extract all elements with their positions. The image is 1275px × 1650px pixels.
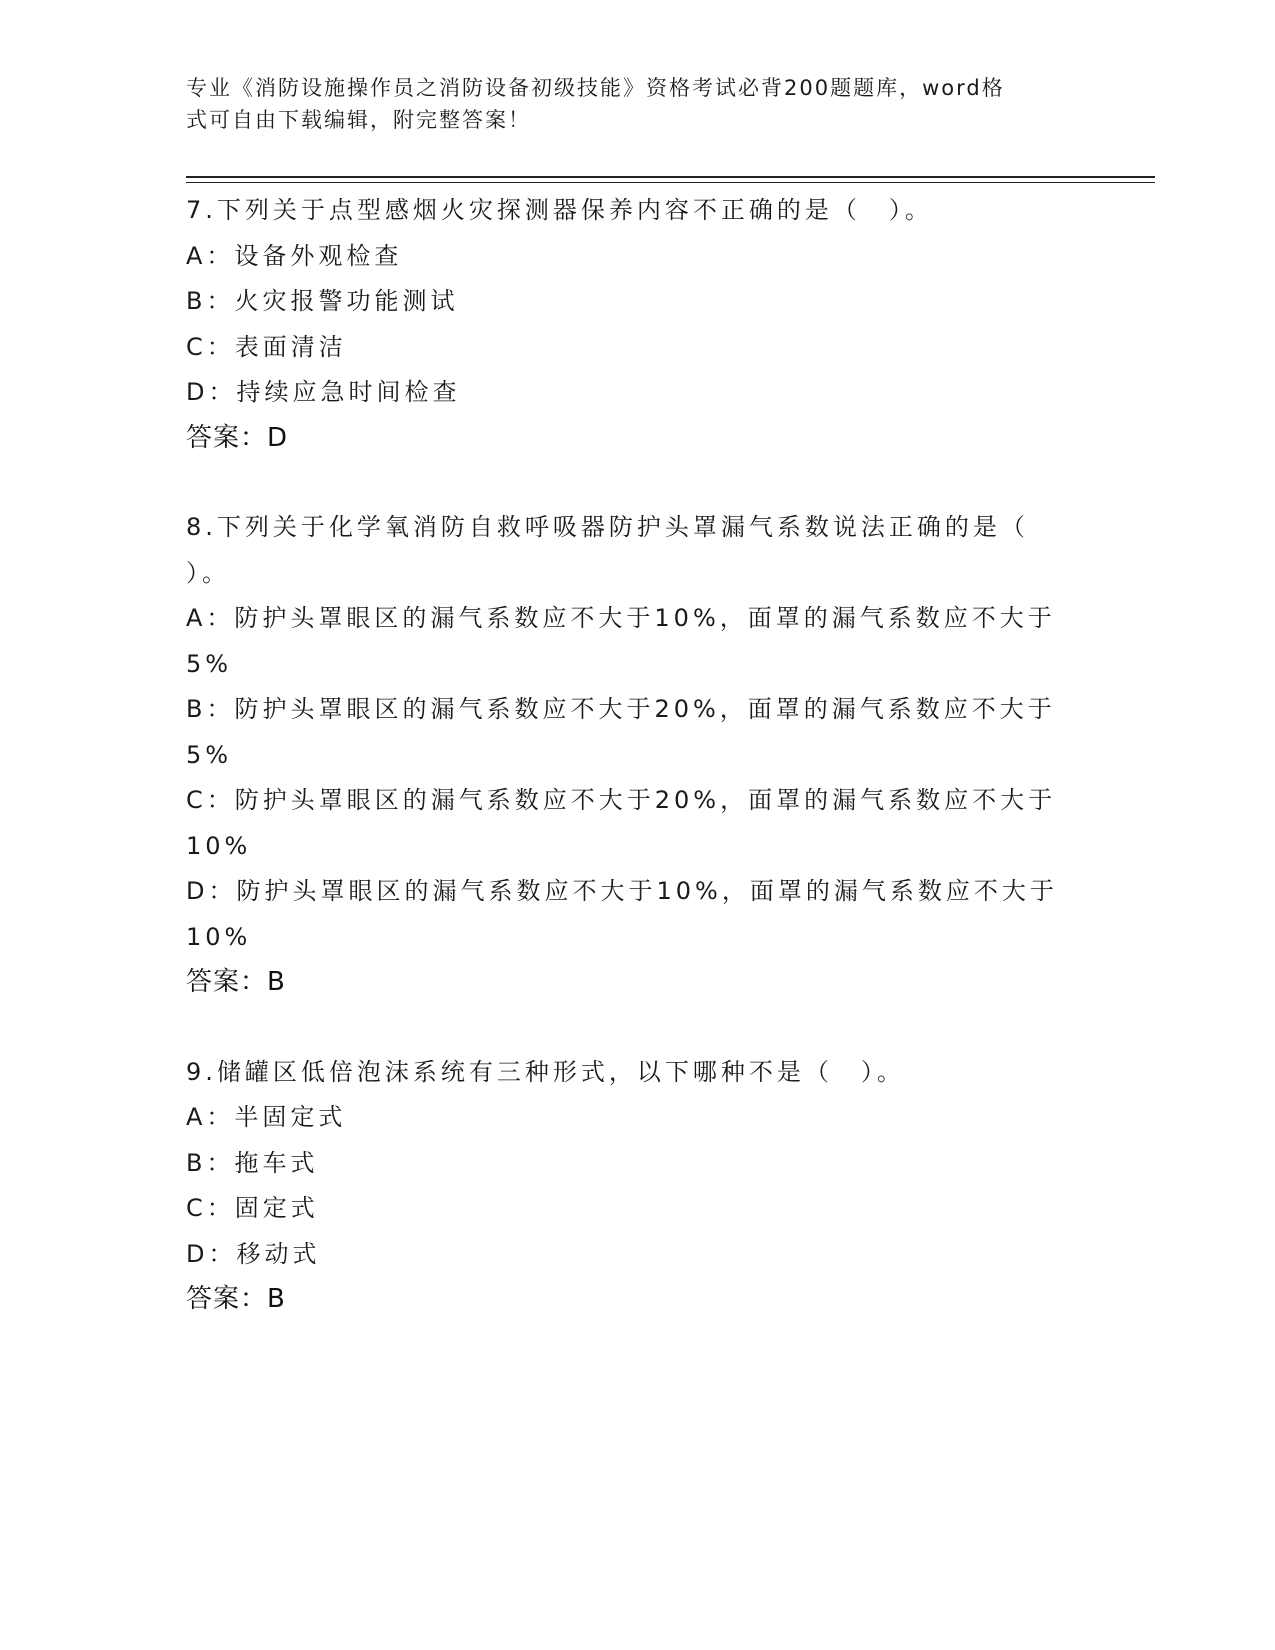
question-9: [186, 1050, 1066, 1323]
option-b-line-2: 5%: [186, 740, 233, 769]
header-title-line-2: 式可自由下载编辑，附完整答案！: [186, 108, 531, 132]
header-title-line-1: 专业《消防设施操作员之消防设备初级技能》资格考试必背200题题库，word格: [186, 76, 1005, 100]
option-c-line-1: C：防护头罩眼区的漏气系数应不大于20%，面罩的漏气系数应不大于: [186, 786, 1057, 814]
question-7: [186, 188, 1066, 461]
question-stem: 7.下列关于点型感烟火灾探测器保养内容不正确的是（ ）。: [186, 196, 933, 224]
answer-label: 答案：D: [186, 422, 289, 453]
option-b: B：火灾报警功能测试: [186, 287, 459, 315]
answer-label: 答案：B: [186, 1284, 286, 1314]
option-d: D：移动式: [186, 1239, 321, 1268]
document-header: [186, 72, 1066, 136]
option-a-line-1: A：防护头罩眼区的漏气系数应不大于10%，面罩的漏气系数应不大于: [186, 604, 1056, 632]
option-a-line-2: 5%: [186, 649, 233, 678]
option-d-line-1: D：防护头罩眼区的漏气系数应不大于10%，面罩的漏气系数应不大于: [186, 877, 1058, 905]
question-8: [186, 505, 1066, 1006]
option-c: C：固定式: [186, 1194, 319, 1222]
question-stem-line-1: 8.下列关于化学氧消防自救呼吸器防护头罩漏气系数说法正确的是（: [186, 513, 1029, 541]
option-b-line-1: B：防护头罩眼区的漏气系数应不大于20%，面罩的漏气系数应不大于: [186, 695, 1056, 723]
option-d-line-2: 10%: [186, 922, 252, 951]
option-c-line-2: 10%: [186, 831, 252, 860]
option-d: D：持续应急时间检查: [186, 378, 461, 406]
header-divider-thick: [186, 176, 1155, 178]
answer-label: 答案：B: [186, 967, 286, 997]
option-a: A：半固定式: [186, 1103, 347, 1131]
option-b: B：拖车式: [186, 1148, 319, 1177]
option-c: C：表面清洁: [186, 332, 347, 361]
question-stem: 9.储罐区低倍泡沫系统有三种形式，以下哪种不是（ ）。: [186, 1057, 905, 1086]
question-stem-line-2: ）。: [186, 558, 230, 587]
question-list: [186, 188, 1066, 1367]
header-divider-thin: [186, 182, 1155, 183]
option-a: A：设备外观检查: [186, 241, 403, 270]
